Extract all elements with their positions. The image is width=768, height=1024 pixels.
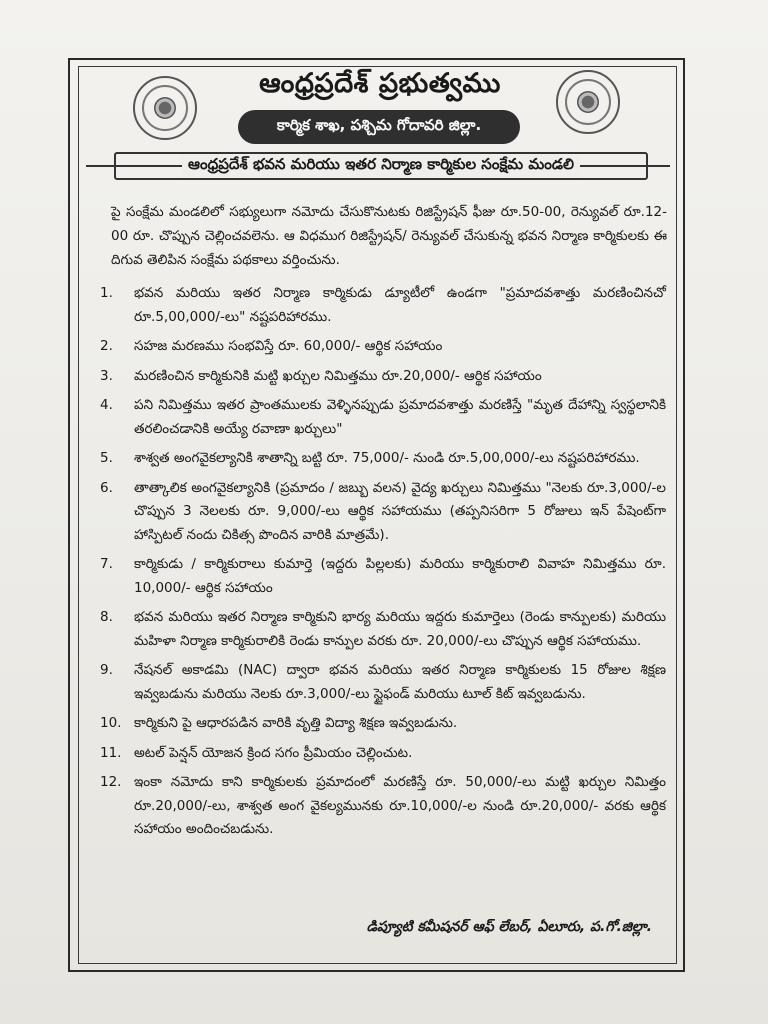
- list-item: [100, 335, 666, 359]
- department-banner: కార్మిక శాఖ, పశ్చిమ గోదావరి జిల్లా.: [238, 110, 520, 144]
- schemes-list: [100, 282, 666, 848]
- item-text: మరణించిన కార్మికునికి మట్టి ఖర్చుల నిమిత్తము రూ.20,000/- ఆర్థిక సహాయం: [134, 367, 542, 384]
- list-item: [100, 742, 666, 766]
- government-seal-left-icon: [133, 76, 197, 140]
- item-text: ఇంకా నమోదు కాని కార్మికులకు ప్రమాదంలో మరణిస్తే రూ. 50,000/-లు మట్టి ఖర్చుల నిమిత్తం రూ.20,000/-లు, శాశ్వత అంగ వైకల్యమునకు రూ.10,000/-ల నుండి రూ.20,000/- వరకు ఆర్థిక సహాయం అందించబడును.: [134, 774, 666, 837]
- item-number: 11.: [100, 744, 122, 761]
- board-title-text: ఆంధ్రప్రదేశ్ భవన మరియు ఇతర నిర్మాణ కార్మికుల సంక్షేమ మండలి: [182, 155, 580, 177]
- list-item: [100, 394, 666, 441]
- list-item: [100, 447, 666, 471]
- list-item: [100, 659, 666, 706]
- item-number: 8.: [100, 609, 113, 625]
- item-number: 6.: [100, 479, 113, 496]
- intro-paragraph: పై సంక్షేమ మండలిలో సభ్యులుగా నమోదు చేసుకొనుటకు రిజిస్ట్రేషన్ ఫీజు రూ.50-00, రెన్యువల్ రూ.12-00 రూ. చొప్పున చెల్లించవలెను. ఆ విధముగ రిజిస్ట్రేషన్/ రెన్యువల్ చేసుకున్న భవన నిర్మాణ కార్మికులకు ఈ దిగువ తెలిపిన సంక్షేమ పథకాలు వర్తించును.: [111, 204, 667, 268]
- item-number: 2.: [100, 338, 113, 354]
- item-text: శాశ్వత అంగవైకల్యానికి శాతాన్ని బట్టి రూ. 75,000/- నుండి రూ.5,00,000/-లు నష్టపరిహారము.: [134, 450, 640, 466]
- item-text: పని నిమిత్తము ఇతర ప్రాంతములకు వెళ్ళినప్పుడు ప్రమాదవశాత్తు మరణిస్తే "మృత దేహాన్ని స్వస్థలానికి తరలించడానికి అయ్యే రవాణా ఖర్చులు": [134, 397, 666, 437]
- list-item: [100, 282, 666, 329]
- list-item: [100, 477, 666, 548]
- government-seal-right-icon: [556, 70, 620, 134]
- item-text: భవన మరియు ఇతర నిర్మాణ కార్మికుడు డ్యూటీలో ఉండగా "ప్రమాదవశాత్తు మరణించినచో రూ.5,00,000/-లు" నష్టపరిహారము.: [134, 285, 666, 325]
- list-item: [100, 553, 666, 600]
- item-number: 10.: [100, 715, 122, 731]
- item-number: 1.: [100, 285, 113, 301]
- item-text: కార్మికుడు / కార్మికురాలు కుమార్తె (ఇద్దరు పిల్లలకు) మరియు కార్మికురాలి వివాహ నిమిత్తము రూ. 10,000/- ఆర్థిక సహాయం: [134, 556, 666, 596]
- list-item: [100, 771, 666, 842]
- list-item: [100, 712, 666, 736]
- item-text: నేషనల్ అకాడమి (NAC) ద్వారా భవన మరియు ఇతర నిర్మాణ కార్మికులకు 15 రోజుల శిక్షణ ఇవ్వబడును మరియు నెలకు రూ.3,000/-లు స్టైఫండ్ మరియు టూల్ కిట్ ఇవ్వబడును.: [134, 662, 666, 702]
- item-number: 4.: [100, 397, 113, 413]
- item-text: భవన మరియు ఇతర నిర్మాణ కార్మికుని భార్య మరియు ఇద్దరు కుమార్తెలు (రెండు కాన్పులకు) మరియు మహిళా నిర్మాణ కార్మికురాలికి రెండు కాన్పుల వరకు రూ. 20,000/-లు చొప్పున ఆర్థిక సహాయము.: [134, 609, 666, 649]
- item-number: 7.: [100, 556, 113, 572]
- item-text: తాత్కాలిక అంగవైకల్యానికి (ప్రమాదం / జబ్బు వలన) వైద్య ఖర్చులు నిమిత్తము "నెలకు రూ.3,000/-ల చొప్పున 3 నెలలకు రూ. 9,000/-లు ఆర్థిక సహాయము (తప్పనిసరిగా 5 రోజులు ఇన్ పేషెంట్‌గా హాస్పిటల్ నందు చికిత్స పొందిన వారికి మాత్రమే).: [134, 479, 666, 543]
- item-number: 3.: [100, 367, 113, 384]
- item-text: అటల్ పెన్షన్ యోజన క్రింద సగం ప్రీమియం చెల్లించుట.: [134, 744, 413, 761]
- item-number: 9.: [100, 662, 113, 678]
- list-item: [100, 365, 666, 389]
- list-item: [100, 606, 666, 653]
- item-text: సహజ మరణము సంభవిస్తే రూ. 60,000/- ఆర్థిక సహాయం: [134, 338, 443, 354]
- board-title: [114, 152, 648, 180]
- item-number: 12.: [100, 774, 122, 790]
- item-text: కార్మికుని పై ఆధారపడిన వారికి వృత్తి విద్యా శిక్షణ ఇవ్వబడును.: [134, 715, 458, 731]
- item-number: 5.: [100, 450, 113, 466]
- signature-line: డిప్యూటి కమీషనర్ ఆఫ్ లేబర్, ఏలూరు, ప.గో.జిల్లా.: [366, 919, 652, 935]
- page-title: ఆంధ్రప్రదేశ్ ప్రభుత్వము: [259, 68, 501, 99]
